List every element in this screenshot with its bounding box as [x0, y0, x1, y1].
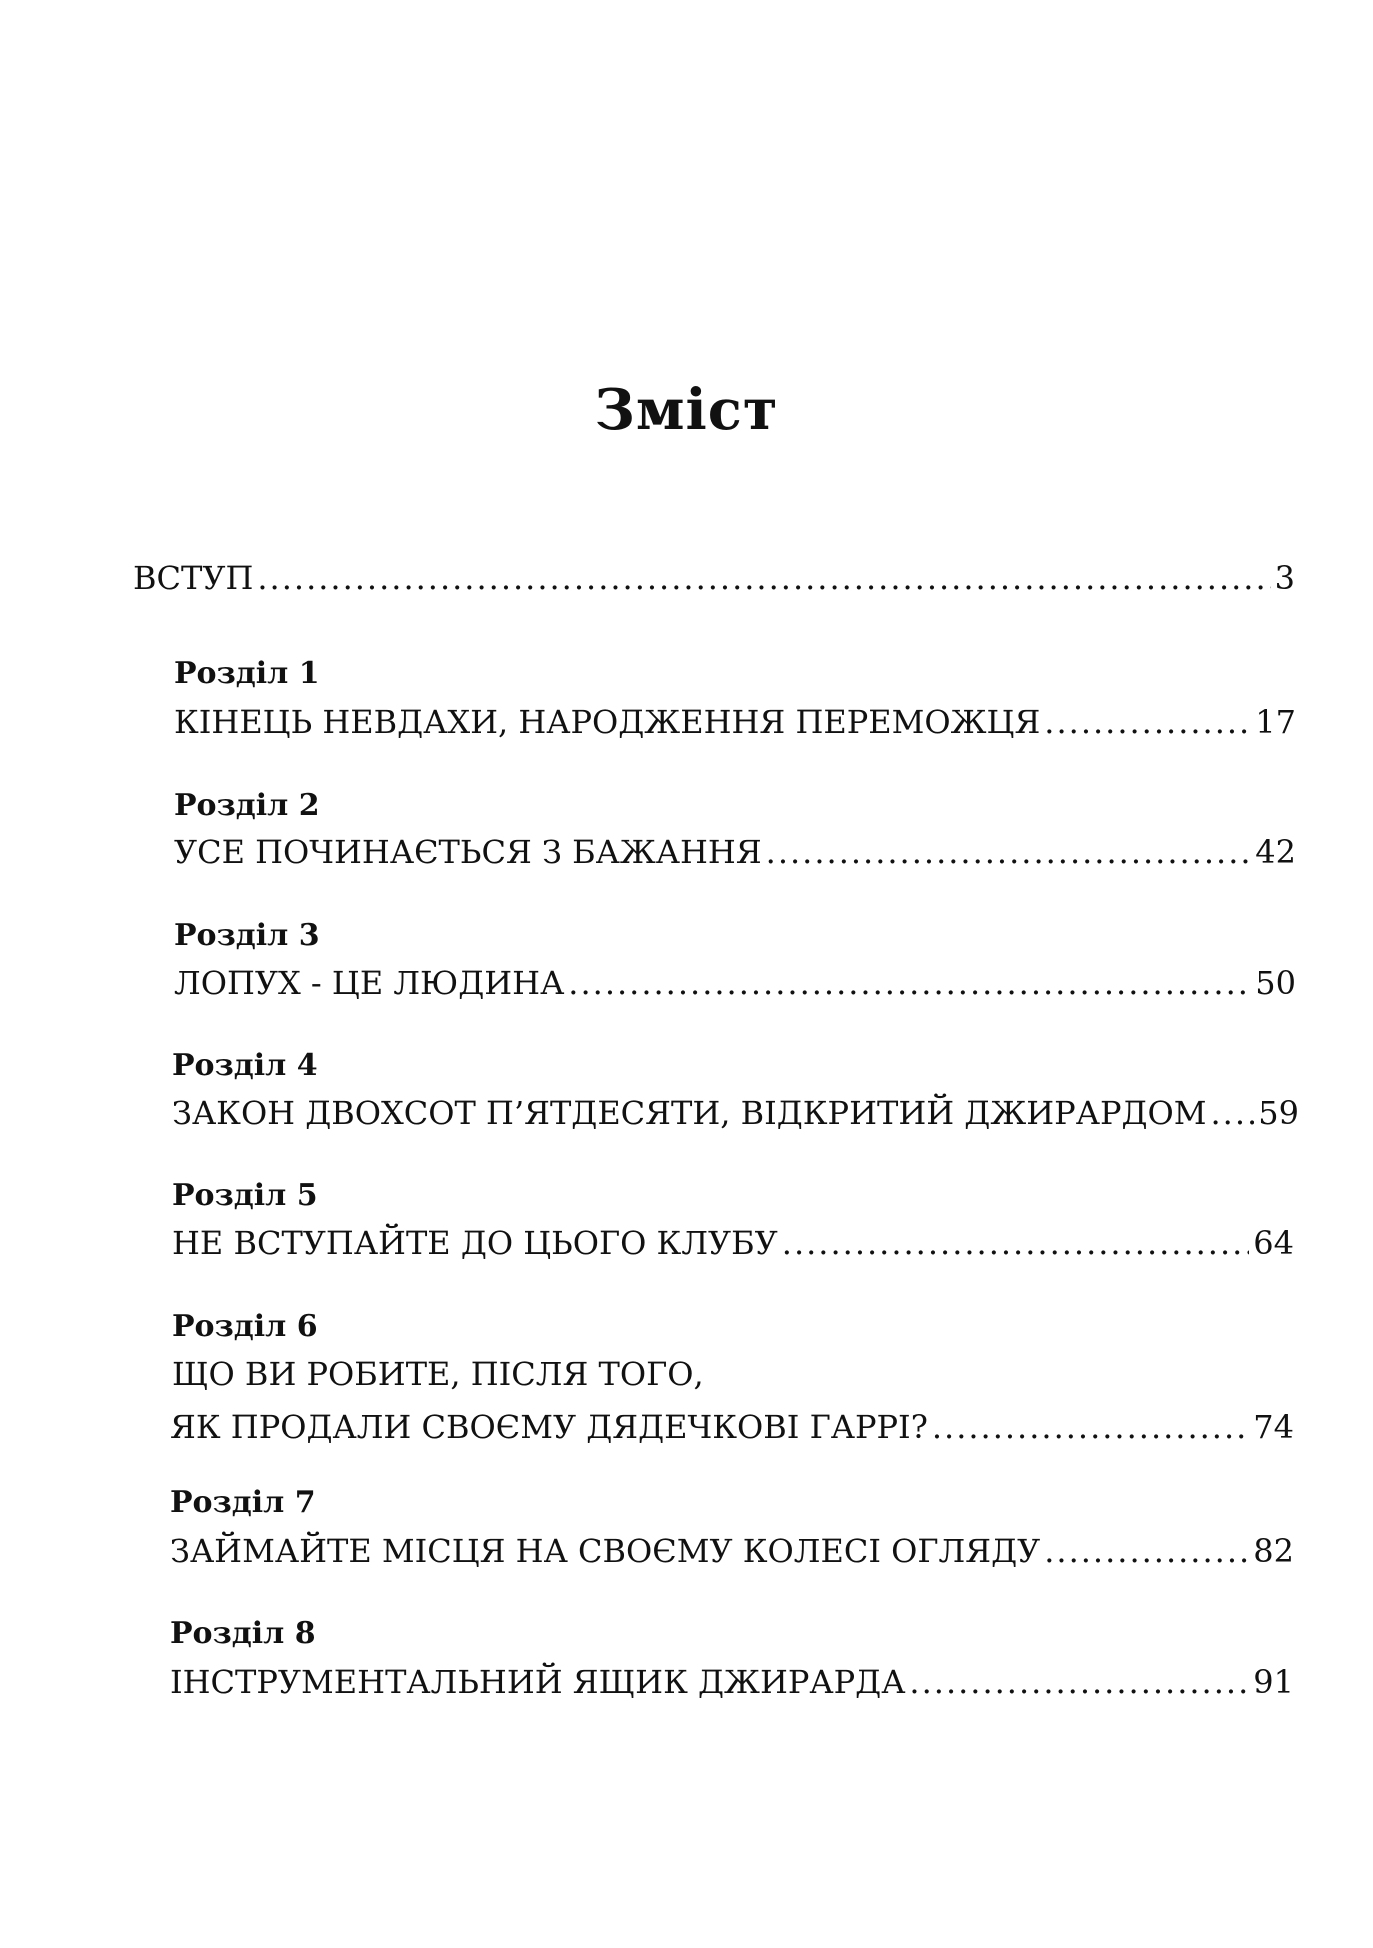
toc-entry-label: ВСТУП	[133, 559, 254, 597]
toc-page-number: 59	[1258, 1094, 1299, 1132]
toc-entry-label: ІНСТРУМЕНТАЛЬНИЙ ЯЩИК ДЖИРАРДА	[170, 1663, 906, 1701]
chapter-number: Розділ 7	[170, 1485, 316, 1520]
dot-leader	[766, 830, 1252, 874]
toc-entry-chapter-7[interactable]	[170, 1529, 1294, 1573]
toc-page-number: 50	[1255, 964, 1296, 1002]
dot-leader	[1210, 1091, 1254, 1135]
toc-page-number: 82	[1253, 1532, 1294, 1570]
chapter-number: Розділ 8	[170, 1616, 316, 1651]
dot-leader	[568, 961, 1251, 1005]
toc-entry-label-line1: ЩО ВИ РОБИТЕ, ПІСЛЯ ТОГО,	[172, 1355, 704, 1393]
toc-entry-chapter-1[interactable]	[174, 700, 1296, 744]
dot-leader	[782, 1221, 1250, 1265]
toc-entry-label: ЗАЙМАЙТЕ МІСЦЯ НА СВОЄМУ КОЛЕСІ ОГЛЯДУ	[170, 1532, 1041, 1570]
toc-page-number: 64	[1253, 1224, 1294, 1262]
toc-page-number: 42	[1255, 833, 1296, 871]
chapter-number: Розділ 6	[172, 1309, 318, 1344]
toc-entry-label: ЗАКОН ДВОХСОТ П’ЯТДЕСЯТИ, ВІДКРИТИЙ ДЖИРАРДОМ	[172, 1094, 1207, 1132]
toc-entry-label: ЯК ПРОДАЛИ СВОЄМУ ДЯДЕЧКОВІ ГАРРІ?	[170, 1408, 928, 1446]
toc-entry-chapter-2[interactable]	[174, 830, 1296, 874]
toc-entry-label: УСЕ ПОЧИНАЄТЬСЯ З БАЖАННЯ	[174, 833, 762, 871]
chapter-number: Розділ 2	[174, 788, 320, 823]
toc-entry-label: КІНЕЦЬ НЕВДАХИ, НАРОДЖЕННЯ ПЕРЕМОЖЦЯ	[174, 703, 1041, 741]
toc-page-number: 74	[1253, 1408, 1294, 1446]
dot-leader	[909, 1660, 1249, 1704]
toc-entry-intro[interactable]	[133, 556, 1295, 600]
chapter-number: Розділ 4	[172, 1048, 318, 1083]
dot-leader	[1044, 700, 1251, 744]
toc-page-number: 17	[1255, 703, 1296, 741]
toc-entry-chapter-3[interactable]	[174, 961, 1296, 1005]
toc-entry-chapter-4[interactable]	[172, 1091, 1299, 1135]
toc-entry-label: НЕ ВСТУПАЙТЕ ДО ЦЬОГО КЛУБУ	[172, 1224, 778, 1262]
dot-leader	[1044, 1529, 1249, 1573]
chapter-number: Розділ 3	[174, 918, 320, 953]
chapter-number: Розділ 1	[174, 656, 320, 691]
toc-entry-label: ЛОПУХ - ЦЕ ЛЮДИНА	[174, 964, 565, 1002]
toc-page-number: 3	[1274, 559, 1295, 597]
page-title: Зміст	[594, 376, 779, 443]
toc-entry-chapter-8[interactable]	[170, 1660, 1294, 1704]
dot-leader	[257, 556, 1270, 600]
chapter-number: Розділ 5	[172, 1178, 318, 1213]
toc-entry-chapter-5[interactable]	[172, 1221, 1294, 1265]
toc-page-number: 91	[1253, 1663, 1294, 1701]
toc-entry-chapter-6[interactable]	[170, 1405, 1294, 1449]
dot-leader	[932, 1405, 1249, 1449]
